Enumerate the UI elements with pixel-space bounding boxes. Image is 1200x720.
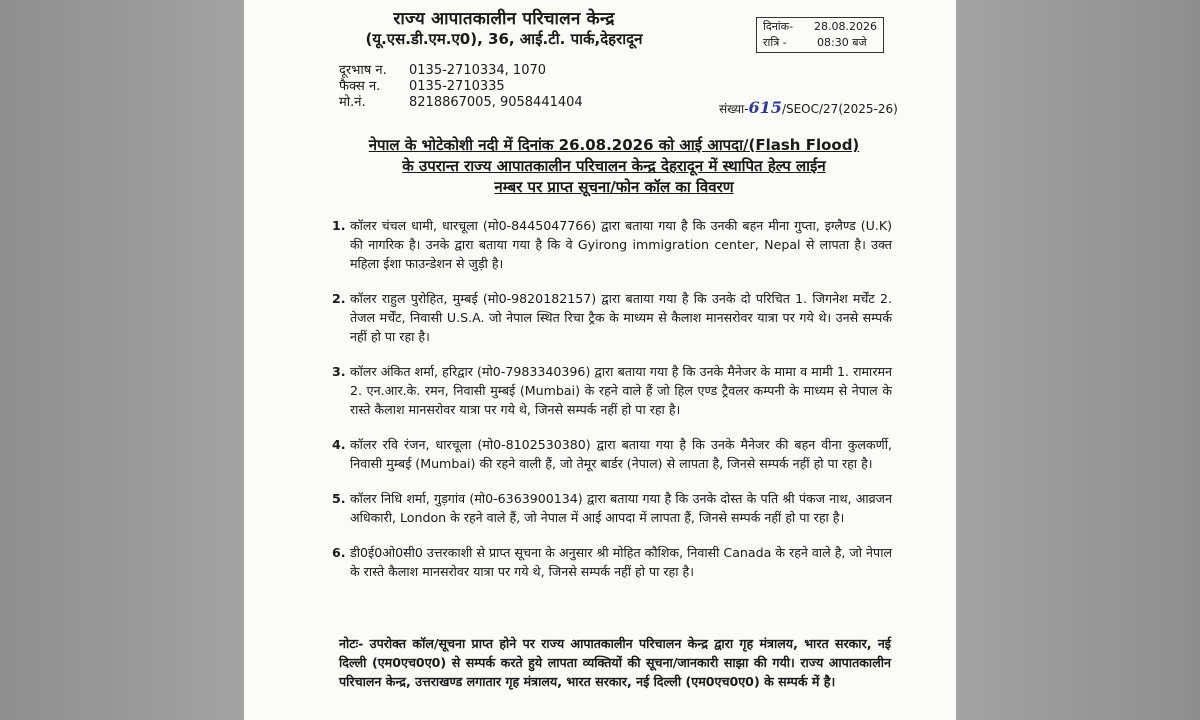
header-address: (यू.एस.डी.एम.ए0), 36, आई.टी. पार्क,देहरादून [365, 30, 643, 48]
date-label: दिनांक- [763, 20, 794, 33]
item-number: 6. [332, 545, 346, 560]
time-label: रात्रि - [763, 36, 787, 49]
item-number: 3. [332, 364, 346, 379]
reference-number [719, 98, 898, 117]
item-text: कॉलर अंकित शर्मा, हरिद्वार (मो0-7983340396) द्वारा बताया गया है कि उनके मैनेजर के मामा व मामी 1. रामारमन 2. एन.आर.के. रमन, निवासी मुम्बई (Mumbai) के रहने वाले हैं जो हिल एण्ड ट्रैवलर कम्पनी के माध्यम से नेपाल के रास्ते कैलाश मानसरोवर यात्रा पर गये थे, जिनसे सम्पर्क नहीं हो पा रहा है। [350, 364, 892, 417]
reference-suffix: /SEOC/27(2025-26) [781, 102, 898, 116]
contact-block [339, 63, 583, 111]
list-item [332, 216, 892, 273]
list-item [332, 543, 892, 581]
header-title: राज्य आपातकालीन परिचालन केन्द्र [393, 9, 615, 29]
note-paragraph: नोटः- उपरोक्त कॉल/सूचना प्राप्त होने पर राज्य आपातकालीन परिचालन केन्द्र द्वारा गृह मंत्रालय, भारत सरकार, नई दिल्ली (एम0एच0ए0) से सम्पर्क करते हुये लापता व्यक्तियों की सूचना/जानकारी साझा की गयी। राज्य आपातकालीन परिचालन केन्द्र, उत्तराखण्ड लगातार गृह मंत्रालय, भारत सरकार, नई दिल्ली (एम0एच0ए0) के सम्पर्क में है। [339, 636, 891, 689]
fax-label: फैक्स न. [339, 79, 381, 94]
list-item [332, 362, 892, 419]
left-backdrop [0, 0, 244, 720]
item-number: 1. [332, 218, 346, 233]
subject-line-1: नेपाल के भोटेकोशी नदी में दिनांक 26.08.2026 को आई आपदा/(Flash Flood) [368, 136, 860, 154]
item-text: डी0ई0ओ0सी0 उत्तरकाशी से प्राप्त सूचना के अनुसार श्री मोहित कौशिक, निवासी Canada के रहने वाले है, जो नेपाल के रास्ते कैलाश मानसरोवर यात्रा पर गये थे, जिनसे सम्पर्क नहीं हो पा रहा है। [350, 545, 892, 579]
document-page [244, 0, 956, 720]
time-value: 08:30 बजे [817, 36, 867, 49]
item-text: कॉलर निधि शर्मा, गुड़गांव (मो0-6363900134) द्वारा बताया गया है कि उनके दोस्त के पति श्री पंकज नाथ, आव्रजन अधिकारी, London के रहने वाले हैं, जो नेपाल में आई आपदा में लापता हैं, जिनसे सम्पर्क नहीं हो पा रहा है। [350, 491, 892, 525]
right-backdrop [956, 0, 1200, 720]
call-list [332, 216, 892, 597]
item-text: कॉलर रवि रंजन, धारचूला (मो0-8102530380) द्वारा बताया गया है कि उनके मैनेजर की बहन वीना कुलकर्णी, निवासी मुम्बई (Mumbai) की रहने वाली हैं, जो तेमूर बार्डर (नेपाल) से लापता है, जिनसे सम्पर्क नहीं हो पा रहा है। [350, 437, 892, 471]
item-number: 2. [332, 291, 346, 306]
date-box [756, 17, 884, 53]
list-item [332, 489, 892, 527]
list-item [332, 435, 892, 473]
item-text: कॉलर राहुल पुरोहित, मुम्बई (मो0-9820182157) द्वारा बताया गया है कि उनके दो परिचित 1. जिगनेश मर्चेंट 2. तेजल मर्चेंट, निवासी U.S.A. जो नेपाल स्थित रिचा ट्रैक के माध्यम से कैलाश मानसरोवर यात्रा पर गये थे। उनसे सम्पर्क नहीं हो पा रहा है। [350, 291, 892, 344]
item-number: 4. [332, 437, 346, 452]
phone-label: दूरभाष न. [339, 63, 387, 78]
item-number: 5. [332, 491, 346, 506]
phone-value: 0135-2710334, 1070 [409, 63, 547, 78]
reference-label: संख्या- [719, 102, 749, 116]
fax-value: 0135-2710335 [409, 79, 505, 94]
subject-heading [334, 135, 894, 198]
list-item [332, 289, 892, 346]
item-text: कॉलर चंचल धामी, धारचूला (मो0-8445047766) द्वारा बताया गया है कि उनकी बहन मीना गुप्ता, इग्लैण्ड (U.K) की नागरिक है। उनके द्वारा बताया गया है कि वे Gyirong immigration center, Nepal से लापता है। उक्त महिला ईशा फाउन्डेशन से जुड़ी है। [350, 218, 892, 271]
mobile-value: 8218867005, 9058441404 [409, 95, 583, 110]
mobile-label: मो.नं. [339, 95, 366, 110]
subject-line-3: नम्बर पर प्राप्त सूचना/फोन कॉल का विवरण [494, 178, 734, 196]
reference-handwritten-number: 615 [748, 98, 782, 117]
subject-line-2: के उपरान्त राज्य आपातकालीन परिचालन केन्द्र देहरादून में स्थापित हेल्प लाईन [402, 157, 826, 175]
date-value: 28.08.2026 [814, 20, 877, 33]
